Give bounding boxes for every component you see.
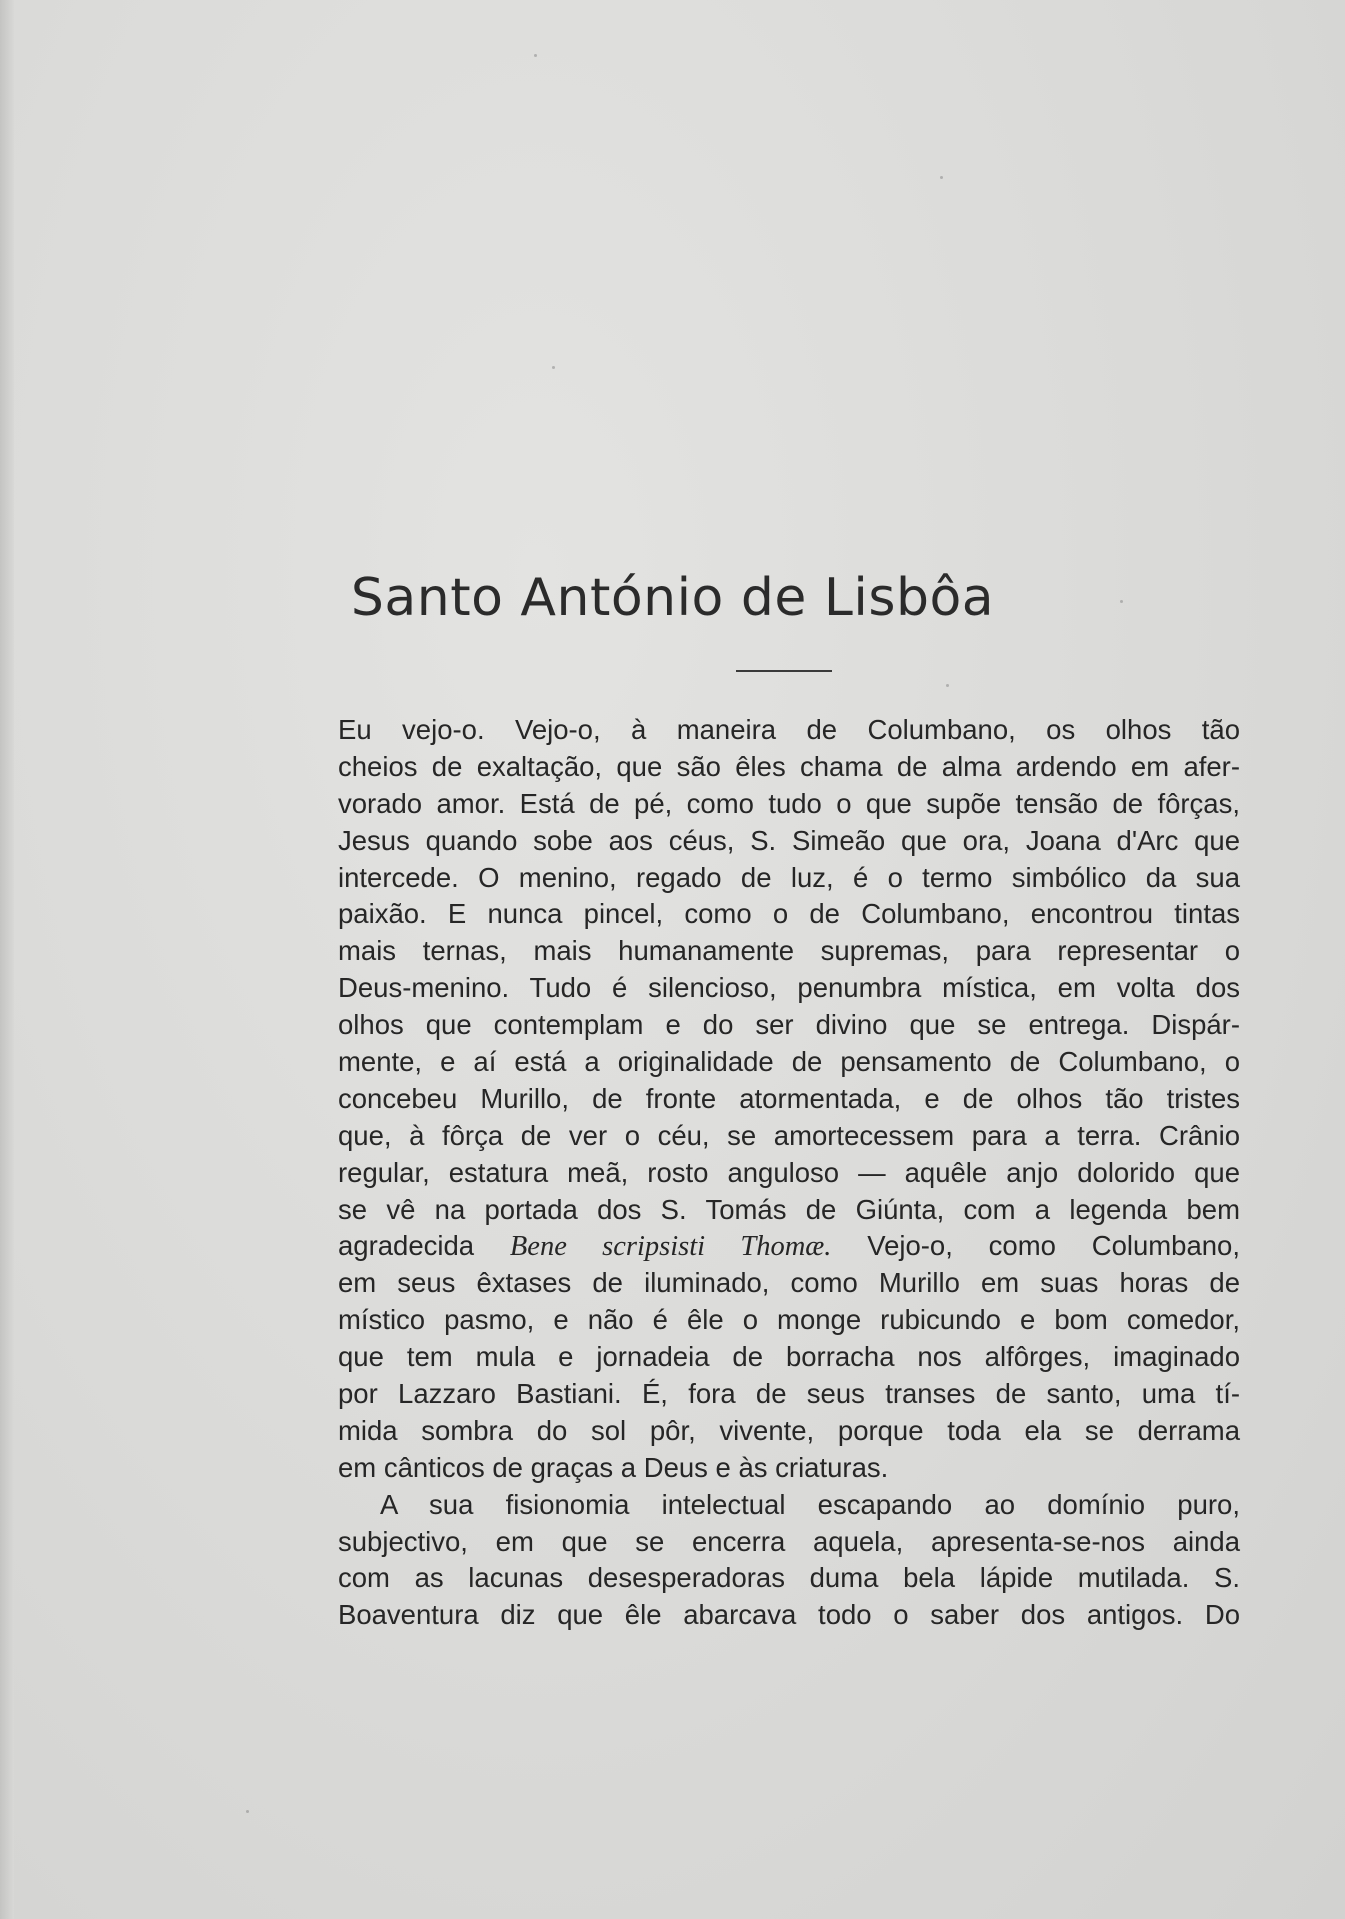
text-line: mente, e aí está a originalidade de pensamento de Columbano, o [338, 1046, 1240, 1078]
text-line: que tem mula e jornadeia de borracha nos alfôrges, imaginado [338, 1341, 1240, 1373]
paper-speck [946, 684, 949, 687]
text-line: regular, estatura meã, rosto anguloso — aquêle anjo dolorido que [338, 1156, 1240, 1188]
text-line: que, à fôrça de ver o céu, se amortecessem para a terra. Crânio [338, 1119, 1240, 1151]
text-line: vorado amor. Está de pé, como tudo o que supõe tensão de fôrças, [338, 787, 1240, 819]
text-line: em cânticos de graças a Deus e às criaturas. [338, 1451, 889, 1483]
paper-speck [552, 366, 555, 369]
text-line: por Lazzaro Bastiani. É, fora de seus transes de santo, uma tí- [338, 1378, 1240, 1410]
text-line: intercede. O menino, regado de luz, é o termo simbólico da sua [338, 861, 1240, 893]
text-line: mida sombra do sol pôr, vivente, porque toda ela se derrama [338, 1414, 1240, 1446]
text-line: Deus-menino. Tudo é silencioso, penumbra mística, em volta dos [338, 972, 1240, 1004]
text-line: cheios de exaltação, que são êles chama de alma ardendo em afer- [338, 750, 1240, 782]
latin-quote: Bene scripsisti Thomæ. [509, 1231, 832, 1263]
text-line: com as lacunas desesperadoras duma bela lápide mutilada. S. [338, 1562, 1240, 1594]
text-line: mais ternas, mais humanamente supremas, para representar o [338, 935, 1240, 967]
text-line: olhos que contemplam e do ser divino que se entrega. Dispár- [338, 1009, 1240, 1041]
paper-speck [246, 1810, 249, 1813]
text-line: em seus êxtases de iluminado, como Murillo em suas horas de [338, 1267, 1240, 1299]
text-line: Boaventura diz que êle abarcava todo o saber dos antigos. Do [338, 1599, 1240, 1631]
page-edge-shadow [0, 0, 14, 1919]
body-text [338, 712, 1240, 1634]
text-line: A sua fisionomia intelectual escapando ao domínio puro, [380, 1488, 1240, 1520]
text-fragment: Vejo-o, como Columbano, [831, 1230, 1240, 1262]
text-fragment: agradecida [338, 1230, 510, 1262]
title-divider [736, 670, 832, 672]
text-line-with-latin-quote [338, 1228, 1240, 1265]
chapter-title: Santo António de Lisbôa [350, 568, 995, 628]
paper-speck [534, 54, 537, 57]
text-line: místico pasmo, e não é êle o monge rubicundo e bom comedor, [338, 1304, 1240, 1336]
text-line: se vê na portada dos S. Tomás de Giúnta, com a legenda bem [338, 1193, 1240, 1225]
text-line: paixão. E nunca pincel, como o de Columbano, encontrou tintas [338, 898, 1240, 930]
text-line: concebeu Murillo, de fronte atormentada, e de olhos tão tristes [338, 1082, 1240, 1114]
text-line: subjectivo, em que se encerra aquela, apresenta-se-nos ainda [338, 1525, 1240, 1557]
paper-speck [940, 176, 943, 179]
text-line: Eu vejo-o. Vejo-o, à maneira de Columbano, os olhos tão [338, 714, 1240, 745]
text-line: Jesus quando sobe aos céus, S. Simeão que ora, Joana d'Arc que [338, 824, 1240, 856]
